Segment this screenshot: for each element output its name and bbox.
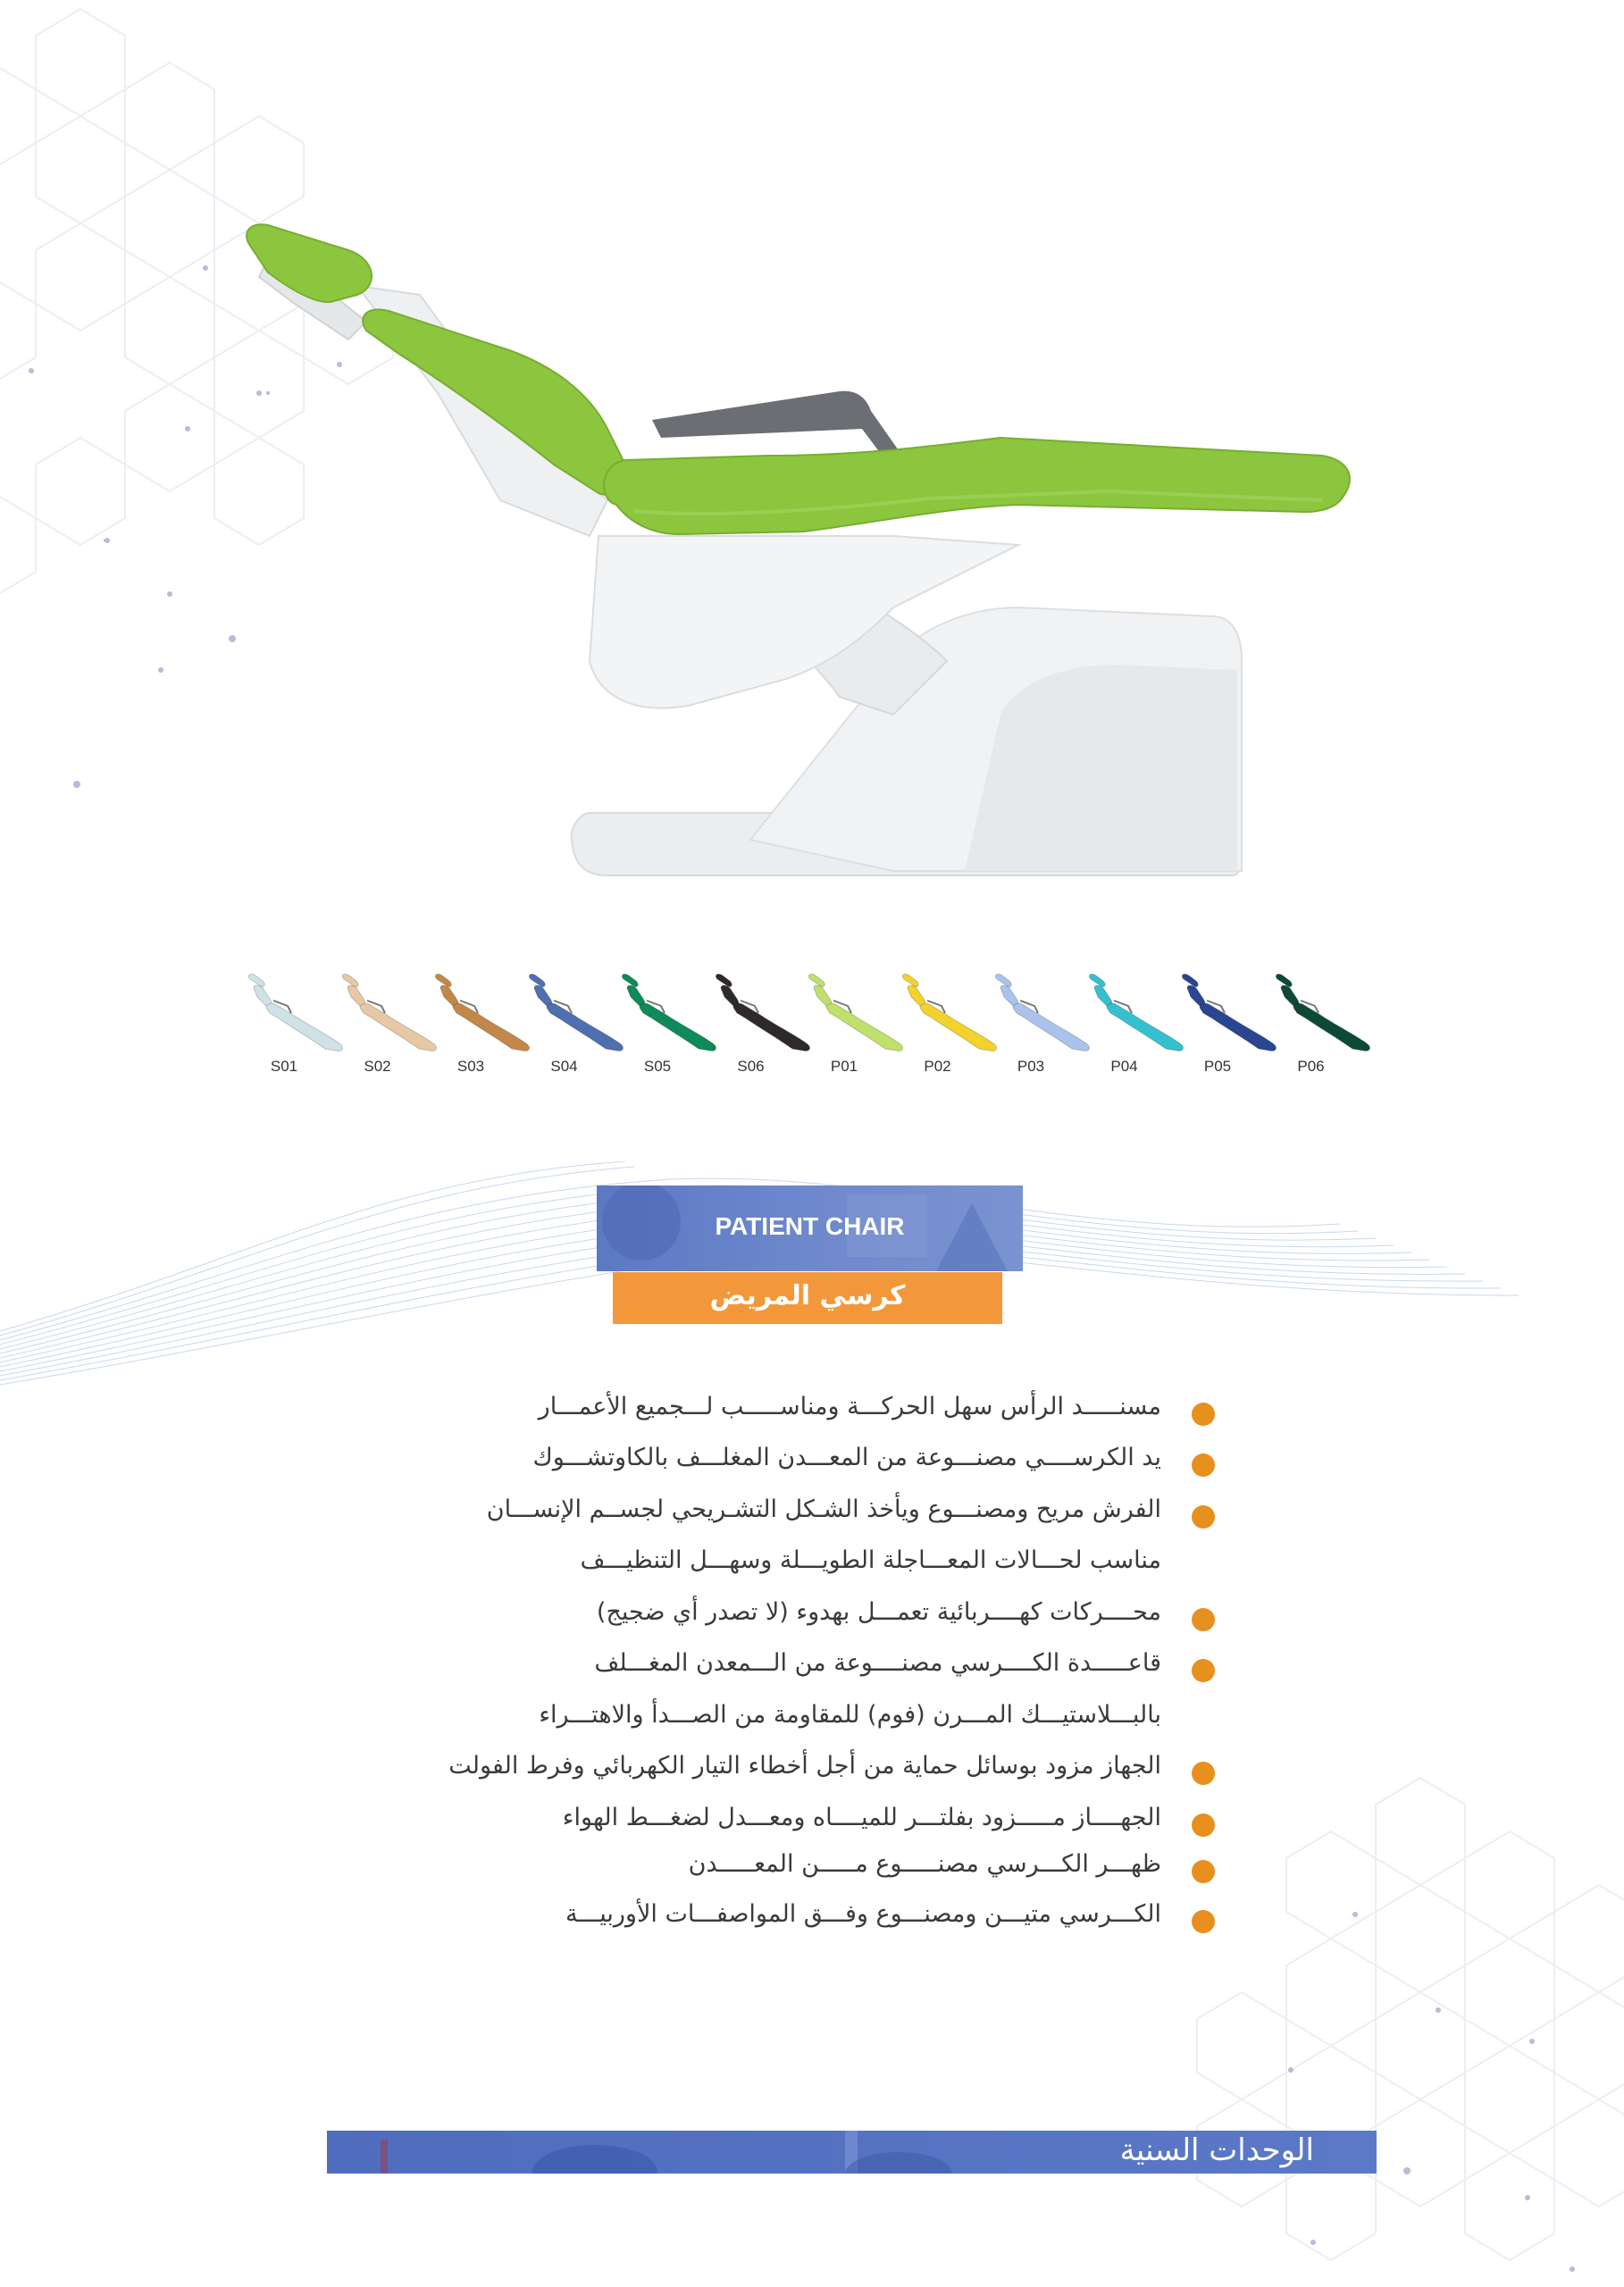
footer-bar — [327, 2131, 1377, 2174]
mini-chair-icon — [1082, 974, 1189, 1054]
swatch-p02 — [895, 974, 1002, 1099]
bullet-icon — [1192, 1762, 1215, 1785]
feature-item — [411, 1847, 1215, 1891]
footer-title: الوحدات السنية — [1119, 2132, 1314, 2168]
feature-text: محــــركات كهــــربائية تعمـــل بهدوء (لا تصدر أي ضجيج) — [596, 1598, 1161, 1626]
feature-text: يد الكرســــي مصنـــوعة من المعـــدن المغلـــف بالكاوتشـــوك — [532, 1444, 1161, 1471]
swatch-label: S05 — [643, 1058, 672, 1075]
bullet-icon — [1192, 1860, 1215, 1883]
swatch-s05 — [615, 974, 722, 1099]
feature-text: الفرش مريح ومصنـــوع ويأخذ الشـكل التشـريحي لجســم الإنســـان — [486, 1495, 1161, 1523]
hexagon-pattern-bottom — [1179, 1769, 1624, 2287]
feature-text: بالبـــلاستيـــك المـــرن (فوم) للمقاومة من الصـــدأ والاهتـــراء — [539, 1701, 1161, 1729]
color-swatches — [241, 974, 1394, 1099]
mini-chair-icon — [708, 974, 816, 1054]
swatch-p01 — [801, 974, 908, 1099]
feature-text: مسنـــــد الرأس سهل الحركـــة ومناســـــب لـــجميع الأعمـــار — [538, 1393, 1161, 1420]
mini-chair-icon — [428, 974, 535, 1054]
mini-chair-icon — [1268, 974, 1376, 1054]
bullet-icon — [1192, 1505, 1215, 1529]
swatch-label: S02 — [364, 1058, 391, 1075]
feature-item — [411, 1389, 1215, 1434]
section-title-arabic: كرسي المريض — [709, 1280, 906, 1311]
bullet-icon — [1192, 1608, 1215, 1631]
feature-item — [411, 1595, 1215, 1639]
mini-chair-icon — [988, 974, 1095, 1054]
mini-chair-icon — [895, 974, 1002, 1054]
swatch-p03 — [988, 974, 1095, 1099]
feature-item — [411, 1697, 1215, 1742]
swatch-label: S03 — [456, 1058, 485, 1075]
swatch-label: S04 — [550, 1058, 578, 1075]
swatch-label: P01 — [830, 1058, 858, 1075]
feature-text: قاعـــــدة الكــــرسي مصنــــوعة من الـــمعدن المغـــلف — [594, 1649, 1161, 1677]
feature-item — [411, 1800, 1215, 1845]
mini-chair-icon — [615, 974, 722, 1054]
bullet-icon — [1192, 1814, 1215, 1837]
section-title-banner — [597, 1185, 1023, 1271]
bullet-icon — [1192, 1659, 1215, 1682]
bullet-icon — [1192, 1403, 1215, 1426]
feature-item — [411, 1492, 1215, 1537]
mini-chair-icon — [1175, 974, 1282, 1054]
feature-item — [411, 1748, 1215, 1793]
feature-item — [411, 1440, 1215, 1485]
feature-list — [393, 1389, 1215, 1961]
swatch-p04 — [1082, 974, 1189, 1099]
feature-text: ظهـــر الكـــرسي مصنـــــوع مـــــن المعـــــدن — [688, 1850, 1161, 1878]
dental-chair-illustration — [214, 161, 1394, 911]
feature-item — [411, 1897, 1215, 1941]
swatch-label: P02 — [924, 1058, 951, 1075]
feature-text: الجهــــاز مـــــزود بفلتـــر للميــــاه ومعـــدل لضغـــط الهواء — [562, 1804, 1161, 1831]
swatch-p05 — [1175, 974, 1282, 1099]
bullet-icon — [1192, 1910, 1215, 1933]
swatch-s02 — [335, 974, 442, 1099]
swatch-label: S06 — [737, 1058, 765, 1075]
mini-chair-icon — [335, 974, 442, 1054]
swatch-s03 — [428, 974, 535, 1099]
mini-chair-icon — [801, 974, 908, 1054]
section-title-arabic-banner — [613, 1272, 1002, 1324]
feature-text: الجهاز مزود بوسائل حماية من أجل أخطاء التيار الكهربائي وفرط الفولت — [448, 1752, 1161, 1780]
swatch-label: P04 — [1110, 1058, 1138, 1075]
swatch-label: P06 — [1297, 1058, 1325, 1075]
feature-text: مناسب لحـــالات المعـــاجلة الطويـــلة وسهـــل التنظيـــف — [580, 1546, 1161, 1574]
swatch-p06 — [1268, 974, 1376, 1099]
mini-chair-icon — [522, 974, 629, 1054]
feature-item — [411, 1646, 1215, 1690]
section-title-english: PATIENT CHAIR — [715, 1212, 905, 1240]
bullet-icon — [1192, 1453, 1215, 1477]
swatch-s01 — [241, 974, 348, 1099]
swatch-s06 — [708, 974, 816, 1099]
swatch-s04 — [522, 974, 629, 1099]
feature-text: الكـــرسي متيـــن ومصنـــوع وفـــق المواصفـــات الأوربيـــة — [565, 1900, 1161, 1928]
feature-item — [411, 1543, 1215, 1587]
swatch-label: S01 — [270, 1058, 298, 1075]
swatch-label: P05 — [1203, 1058, 1232, 1075]
swatch-label: P03 — [1017, 1058, 1045, 1075]
mini-chair-icon — [241, 974, 348, 1054]
